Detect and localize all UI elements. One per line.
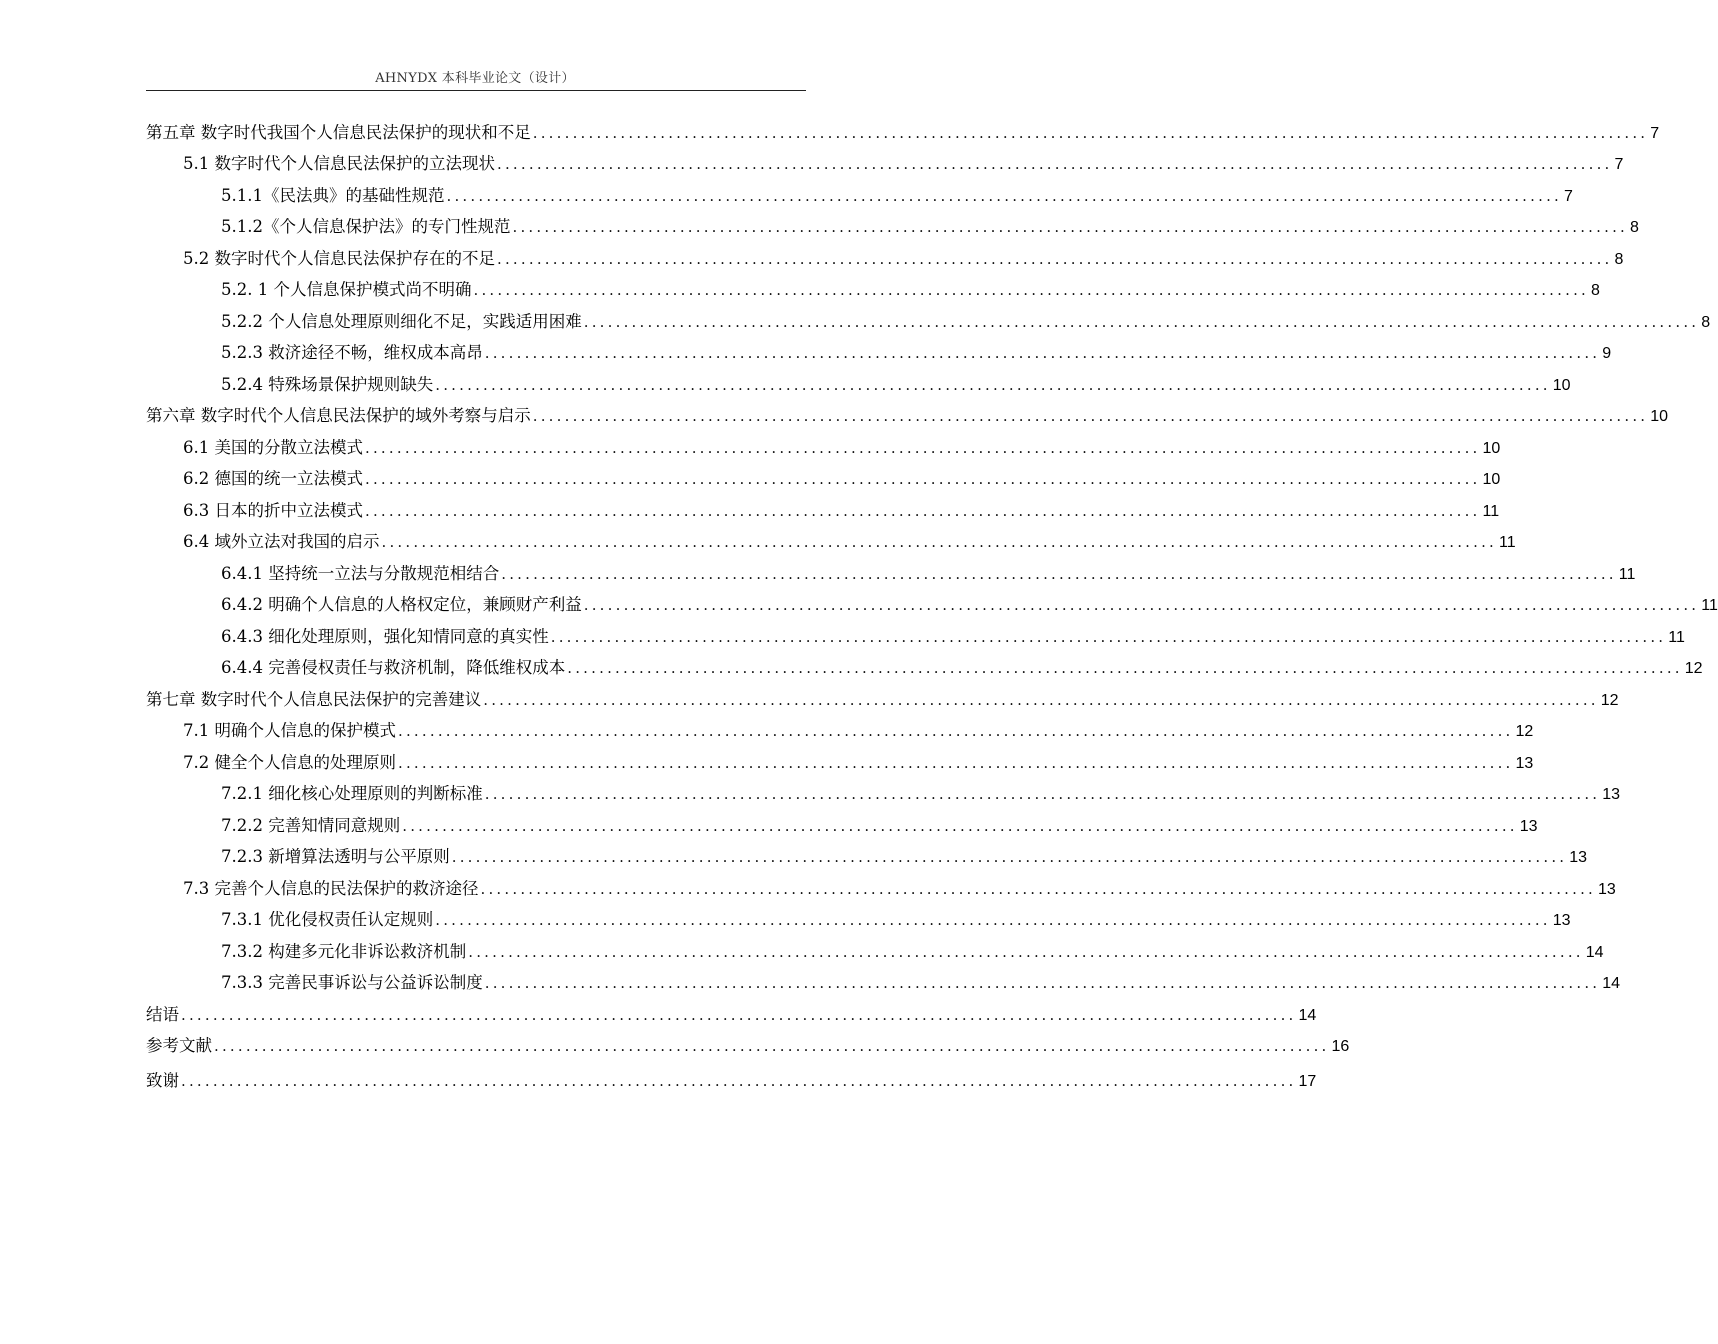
toc-entry-title: 5.2.4 特殊场景保护规则缺失 bbox=[221, 375, 434, 394]
toc-entry[interactable] bbox=[183, 719, 1534, 743]
toc-dot-leader: ............................................................................................................................................ bbox=[181, 1006, 1297, 1024]
toc-entry[interactable] bbox=[183, 877, 1616, 901]
toc-entry[interactable] bbox=[221, 971, 1621, 995]
toc-entry-page-number: 11 bbox=[1482, 503, 1500, 520]
toc-entry[interactable] bbox=[221, 562, 1636, 586]
toc-entry[interactable] bbox=[221, 373, 1571, 397]
toc-entry[interactable] bbox=[146, 404, 1669, 428]
toc-entry-title: 7.2.3 新增算法透明与公平原则 bbox=[221, 847, 450, 866]
toc-entry-page-number: 14 bbox=[1585, 944, 1604, 961]
toc-entry-title: 7.2 健全个人信息的处理原则 bbox=[183, 753, 396, 772]
toc-dot-leader: ............................................................................................................................................ bbox=[214, 1037, 1330, 1055]
toc-entry[interactable] bbox=[183, 247, 1624, 271]
toc-entry-title: 5.2.2 个人信息处理原则细化不足，实践适用困难 bbox=[221, 312, 582, 331]
toc-entry[interactable] bbox=[146, 688, 1619, 712]
toc-dot-leader: ............................................................................................................................................ bbox=[480, 880, 1597, 898]
toc-entry[interactable] bbox=[221, 845, 1588, 869]
toc-entry[interactable] bbox=[183, 751, 1534, 775]
toc-entry-title: 致谢 bbox=[146, 1071, 179, 1090]
toc-entry-page-number: 8 bbox=[1630, 219, 1639, 236]
toc-entry[interactable] bbox=[221, 184, 1573, 208]
toc-entry[interactable] bbox=[221, 341, 1612, 365]
toc-entry-page-number: 11 bbox=[1701, 597, 1718, 614]
toc-entry-page-number: 13 bbox=[1515, 755, 1534, 772]
toc-entry-title: 第七章 数字时代个人信息民法保护的完善建议 bbox=[146, 690, 482, 709]
toc-entry-title: 6.4 域外立法对我国的启示 bbox=[183, 532, 380, 551]
toc-entry[interactable] bbox=[146, 1034, 1350, 1058]
toc-entry-page-number: 7 bbox=[1650, 125, 1660, 142]
toc-entry-page-number: 13 bbox=[1602, 786, 1621, 803]
toc-entry-page-number: 12 bbox=[1684, 660, 1703, 677]
toc-entry-title: 5.1.1《民法典》的基础性规范 bbox=[221, 186, 445, 205]
toc-entry-page-number: 13 bbox=[1519, 818, 1538, 835]
toc-entry-title: 6.1 美国的分散立法模式 bbox=[183, 438, 363, 457]
toc-entry-title: 结语 bbox=[146, 1005, 179, 1024]
toc-entry[interactable] bbox=[183, 499, 1500, 523]
toc-entry[interactable] bbox=[183, 530, 1516, 554]
toc-entry-title: 5.1 数字时代个人信息民法保护的立法现状 bbox=[183, 154, 495, 173]
toc-entry[interactable] bbox=[221, 656, 1703, 680]
toc-entry-title: 6.4.1 坚持统一立法与分散规范相结合 bbox=[221, 564, 500, 583]
toc-dot-leader: ............................................................................................................................................ bbox=[483, 691, 1599, 709]
toc-entry[interactable] bbox=[146, 121, 1660, 145]
toc-dot-leader: ............................................................................................................................................ bbox=[497, 155, 1613, 173]
toc-entry-page-number: 13 bbox=[1569, 849, 1588, 866]
toc-entry-page-number: 10 bbox=[1482, 440, 1501, 457]
toc-entry-title: 6.4.4 完善侵权责任与救济机制，降低维权成本 bbox=[221, 658, 566, 677]
toc-entry-title: 7.3.3 完善民事诉讼与公益诉讼制度 bbox=[221, 973, 483, 992]
toc-dot-leader: ............................................................................................................................................ bbox=[567, 659, 1683, 677]
toc-entry-page-number: 11 bbox=[1499, 534, 1516, 551]
toc-dot-leader: ............................................................................................................................................ bbox=[365, 502, 1481, 520]
toc-entry-page-number: 7 bbox=[1614, 156, 1624, 173]
toc-entry-page-number: 12 bbox=[1515, 723, 1534, 740]
toc-dot-leader: ............................................................................................................................................ bbox=[402, 817, 1518, 835]
toc-dot-leader: ............................................................................................................................................ bbox=[451, 848, 1568, 866]
toc-entry-page-number: 14 bbox=[1602, 975, 1621, 992]
toc-entry-title: 7.2.2 完善知情同意规则 bbox=[221, 816, 401, 835]
toc-entry[interactable] bbox=[221, 278, 1600, 302]
toc-dot-leader: ............................................................................................................................................ bbox=[512, 218, 1629, 236]
toc-entry-title: 第六章 数字时代个人信息民法保护的域外考察与启示 bbox=[146, 406, 531, 425]
toc-entry-title: 5.2 数字时代个人信息民法保护存在的不足 bbox=[183, 249, 495, 268]
toc-entry-title: 7.2.1 细化核心处理原则的判断标准 bbox=[221, 784, 483, 803]
toc-entry-page-number: 11 bbox=[1668, 629, 1685, 646]
toc-entry[interactable] bbox=[221, 940, 1604, 964]
running-header: AHNYDX 本科毕业论文（设计） bbox=[375, 71, 575, 86]
toc-dot-leader: ............................................................................................................................................ bbox=[468, 943, 1584, 961]
toc-entry[interactable] bbox=[221, 908, 1571, 932]
toc-entry-title: 第五章 数字时代我国个人信息民法保护的现状和不足 bbox=[146, 123, 531, 142]
toc-dot-leader: ............................................................................................................................................ bbox=[532, 124, 1649, 142]
toc-entry[interactable] bbox=[221, 814, 1538, 838]
toc-entry[interactable] bbox=[221, 215, 1639, 239]
toc-entry[interactable] bbox=[221, 782, 1621, 806]
toc-entry-page-number: 10 bbox=[1482, 471, 1501, 488]
toc-entry[interactable] bbox=[221, 593, 1718, 617]
toc-entry-title: 6.2 德国的统一立法模式 bbox=[183, 469, 363, 488]
toc-dot-leader: ............................................................................................................................................ bbox=[398, 722, 1514, 740]
toc-entry-page-number: 8 bbox=[1701, 314, 1711, 331]
toc-dot-leader: ............................................................................................................................................ bbox=[532, 407, 1649, 425]
toc-entry-page-number: 11 bbox=[1618, 566, 1636, 583]
toc-entry-page-number: 13 bbox=[1598, 881, 1616, 898]
toc-entry-page-number: 8 bbox=[1591, 282, 1600, 299]
toc-entry-page-number: 17 bbox=[1298, 1073, 1317, 1090]
toc-entry-title: 7.1 明确个人信息的保护模式 bbox=[183, 721, 396, 740]
toc-dot-leader: ............................................................................................................................................ bbox=[435, 376, 1551, 394]
toc-dot-leader: ............................................................................................................................................ bbox=[446, 187, 1563, 205]
toc-entry-page-number: 12 bbox=[1600, 692, 1619, 709]
toc-dot-leader: ............................................................................................................................................ bbox=[365, 470, 1481, 488]
toc-entry-page-number: 14 bbox=[1298, 1007, 1317, 1024]
toc-dot-leader: ............................................................................................................................................ bbox=[484, 974, 1601, 992]
toc-entry-title: 5.1.2《个人信息保护法》的专门性规范 bbox=[221, 217, 511, 236]
toc-entry[interactable] bbox=[146, 1069, 1317, 1093]
toc-dot-leader: ............................................................................................................................................ bbox=[365, 439, 1481, 457]
toc-dot-leader: ............................................................................................................................................ bbox=[501, 565, 1617, 583]
toc-entry[interactable] bbox=[221, 625, 1685, 649]
toc-dot-leader: ............................................................................................................................................ bbox=[583, 596, 1700, 614]
toc-dot-leader: ............................................................................................................................................ bbox=[473, 281, 1590, 299]
toc-entry-title: 5.2. 1 个人信息保护模式尚不明确 bbox=[221, 280, 472, 299]
toc-entry-page-number: 16 bbox=[1331, 1038, 1350, 1055]
toc-entry[interactable] bbox=[146, 1003, 1317, 1027]
toc-dot-leader: ............................................................................................................................................ bbox=[381, 533, 1498, 551]
toc-dot-leader: ............................................................................................................................................ bbox=[181, 1072, 1297, 1090]
toc-dot-leader: ............................................................................................................................................ bbox=[550, 628, 1667, 646]
toc-entry[interactable] bbox=[221, 310, 1711, 334]
toc-dot-leader: ............................................................................................................................................ bbox=[435, 911, 1551, 929]
toc-dot-leader: ............................................................................................................................................ bbox=[484, 785, 1601, 803]
toc-entry-page-number: 13 bbox=[1552, 912, 1571, 929]
toc-dot-leader: ............................................................................................................................................ bbox=[398, 754, 1514, 772]
toc-entry[interactable] bbox=[183, 467, 1501, 491]
toc-entry-title: 参考文献 bbox=[146, 1036, 212, 1055]
toc-entry-title: 7.3 完善个人信息的民法保护的救济途径 bbox=[183, 879, 479, 898]
toc-entry-title: 6.4.3 细化处理原则，强化知情同意的真实性 bbox=[221, 627, 549, 646]
toc-entry[interactable] bbox=[183, 152, 1624, 176]
toc-dot-leader: ............................................................................................................................................ bbox=[497, 250, 1613, 268]
toc-entry-title: 7.3.2 构建多元化非诉讼救济机制 bbox=[221, 942, 467, 961]
toc-dot-leader: ............................................................................................................................................ bbox=[484, 344, 1601, 362]
toc-entry-title: 6.3 日本的折中立法模式 bbox=[183, 501, 363, 520]
toc-entry-page-number: 10 bbox=[1650, 408, 1669, 425]
toc-entry-title: 7.3.1 优化侵权责任认定规则 bbox=[221, 910, 434, 929]
toc-dot-leader: ............................................................................................................................................ bbox=[583, 313, 1700, 331]
toc-entry-page-number: 9 bbox=[1602, 345, 1612, 362]
toc-entry-page-number: 7 bbox=[1564, 188, 1573, 205]
toc-entry-page-number: 8 bbox=[1614, 251, 1624, 268]
toc-entry-title: 5.2.3 救济途径不畅，维权成本高昂 bbox=[221, 343, 483, 362]
toc-entry-page-number: 10 bbox=[1552, 377, 1571, 394]
toc-entry-title: 6.4.2 明确个人信息的人格权定位，兼顾财产利益 bbox=[221, 595, 582, 614]
toc-entry[interactable] bbox=[183, 436, 1501, 460]
